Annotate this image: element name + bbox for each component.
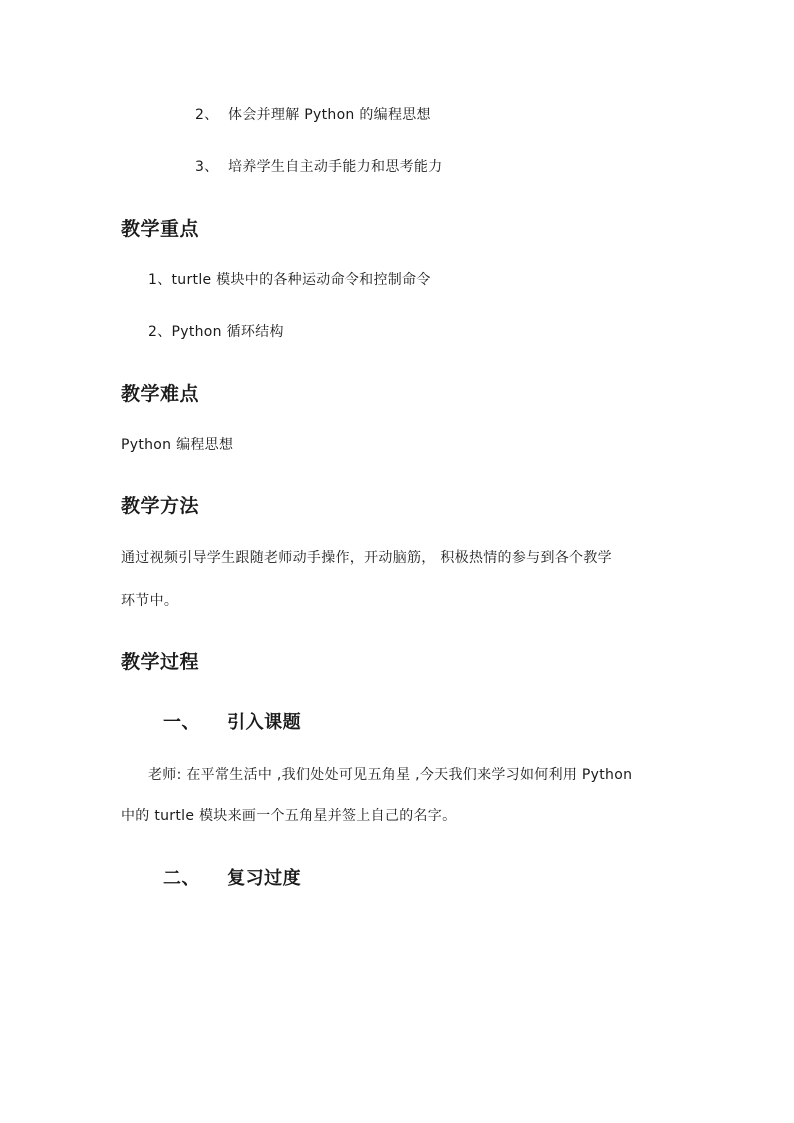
section-title: 复习过度 xyxy=(227,868,302,889)
section-title: 引入课题 xyxy=(227,712,302,733)
section-1-heading xyxy=(163,711,301,735)
goal-item-2 xyxy=(195,106,431,124)
key-point-item-2: 2、Python 循环结构 xyxy=(148,324,284,340)
goal-number: 2、 xyxy=(195,107,219,123)
methods-heading: 教学方法 xyxy=(121,495,200,517)
goal-text: 培养学生自主动手能力和思考能力 xyxy=(228,159,443,175)
goal-item-3 xyxy=(195,158,443,176)
section-number: 二、 xyxy=(163,868,200,889)
section-1-line-2: 中的 turtle 模块来画一个五角星并签上自己的名字。 xyxy=(121,808,457,824)
key-point-item-1: 1、turtle 模块中的各种运动命令和控制命令 xyxy=(148,272,431,288)
section-number: 一、 xyxy=(163,712,200,733)
difficulties-text: Python 编程思想 xyxy=(121,437,234,453)
key-points-heading: 教学重点 xyxy=(121,218,200,240)
methods-line-1: 通过视频引导学生跟随老师动手操作，开动脑筋， 积极热情的参与到各个教学 xyxy=(121,550,612,566)
process-heading: 教学过程 xyxy=(121,651,200,673)
section-2-heading xyxy=(163,867,301,891)
difficulties-heading: 教学难点 xyxy=(121,383,200,405)
goal-number: 3、 xyxy=(195,159,219,175)
section-1-line-1: 老师: 在平常生活中 ,我们处处可见五角星 ,今天我们来学习如何利用 Python xyxy=(148,767,633,783)
methods-line-2: 环节中。 xyxy=(121,593,179,609)
goal-text: 体会并理解 Python 的编程思想 xyxy=(228,107,431,123)
